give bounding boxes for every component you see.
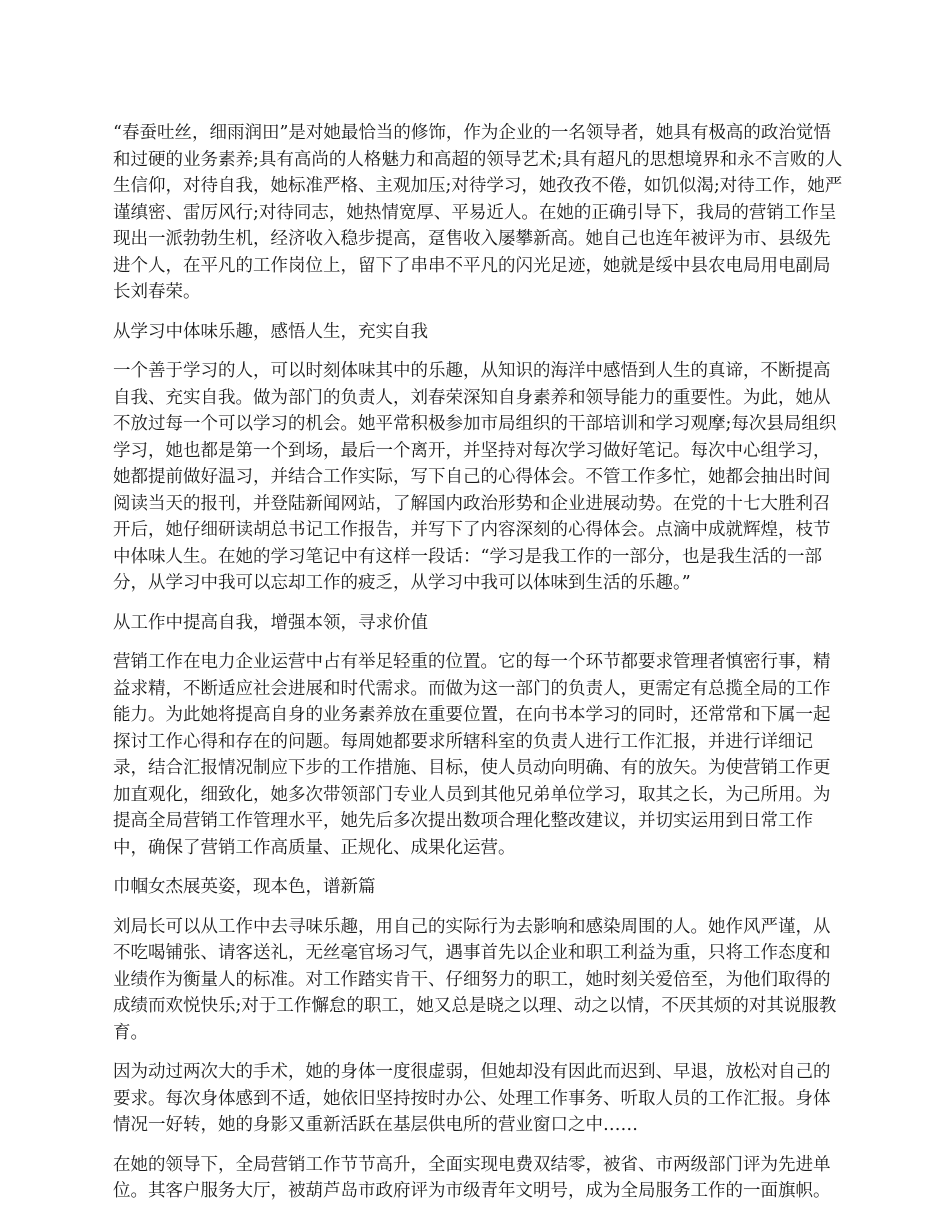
paragraph-character: 刘局长可以从工作中去寻味乐趣，用自己的实际行为去影响和感染周围的人。她作风严谨，从不吃喝铺张、请客送礼，无丝毫官场习气，遇事首先以企业和职工利益为重，只将工作态度和业绩作为衡量人的标准。对工作踏实肯干、仔细努力的职工，她时刻关爱倍至，为他们取得的成绩而欢悦快乐;对于工作懈怠的职工，她又总是晓之以理、动之以情，不厌其烦的对其说服教育。: [113, 916, 837, 1043]
section-heading-work: 从工作中提高自我，增强本领，寻求价值: [113, 612, 428, 633]
section-heading-heroine: 巾帼女杰展英姿，现本色，谱新篇: [113, 877, 376, 897]
document-body: [113, 120, 843, 1205]
section-heading-learning: 从学习中体味乐趣，感悟人生，充实自我: [113, 321, 428, 342]
paragraph-health: 因为动过两次大的手术，她的身体一度很虚弱，但她却没有因此而迟到、早退，放松对自己的要求。每次身体感到不适，她依旧坚持按时办公、处理工作事务、听取人员的工作汇报。身体情况一好转，她的身影又重新活跃在基层供电所的营业窗口之中……: [113, 1062, 831, 1135]
paragraph-work: 营销工作在电力企业运营中占有举足轻重的位置。它的每一个环节都要求管理者慎密行事，精益求精，不断适应社会进展和时代需求。而做为这一部门的负责人，更需定有总揽全局的工作能力。为此她将提高自身的业务素养放在重要位置，在向书本学习的同时，还常常和下属一起探讨工作心得和存在的问题。每周她都要求所辖科室的负责人进行工作汇报，并进行详细记录，结合汇报情况制应下步的工作措施、目标，使人员动向明确、有的放矢。为使营销工作更加直观化，细致化，她多次带领部门专业人员到其他兄弟单位学习，取其之长，为己所用。为提高全局营销工作管理水平，她先后多次提出数项合理化整改建议，并切实运用到日常工作中，确保了营销工作高质量、正规化、成果化运营。: [113, 652, 831, 858]
paragraph-learning: 一个善于学习的人，可以时刻体味其中的乐趣，从知识的海洋中感悟到人生的真谛，不断提高自我、充实自我。做为部门的负责人，刘春荣深知自身素养和领导能力的重要性。为此，她从不放过每一个可以学习的机会。她平常积极参加市局组织的干部培训和学习观摩;每次县局组织学习，她也都是第一个到场，最后一个离开，并坚持对每次学习做好笔记。每次中心组学习，她都提前做好温习，并结合工作实际，写下自己的心得体会。不管工作多忙，她都会抽出时间阅读当天的报刊，并登陆新闻网站，了解国内政治形势和企业进展动势。在党的十七大胜利召开后，她仔细研读胡总书记工作报告，并写下了内容深刻的心得体会。点滴中成就辉煌，枝节中体味人生。在她的学习笔记中有这样一段话：“学习是我工作的一部分，也是我生活的一部分，从学习中我可以忘却工作的疲乏，从学习中我可以体味到生活的乐趣。”: [113, 361, 837, 593]
paragraph-intro: “春蚕吐丝，细雨润田”是对她最恰当的修饰，作为企业的一名领导者，她具有极高的政治觉悟和过硬的业务素养;具有高尚的人格魅力和高超的领导艺术;具有超凡的思想境界和永不言败的人生信仰，对待自我，她标准严格、主观加压;对待学习，她孜孜不倦，如饥似渴;对待工作，她严谨缜密、雷厉风行;对待同志，她热情宽厚、平易近人。在她的正确引导下，我局的营销工作呈现出一派勃勃生机，经济收入稳步提高，趸售收入屡攀新高。她自己也连年被评为市、县级先进个人，在平凡的工作岗位上，留下了串串不平凡的闪光足迹，她就是绥中县农电局用电副局长刘春荣。: [113, 123, 843, 302]
paragraph-achievements: 在她的领导下，全局营销工作节节高升，全面实现电费双结零，被省、市两级部门评为先进单位。其客户服务大厅，被葫芦岛市政府评为市级青年文明号，成为全局服务工作的一面旗帜。: [113, 1154, 831, 1201]
